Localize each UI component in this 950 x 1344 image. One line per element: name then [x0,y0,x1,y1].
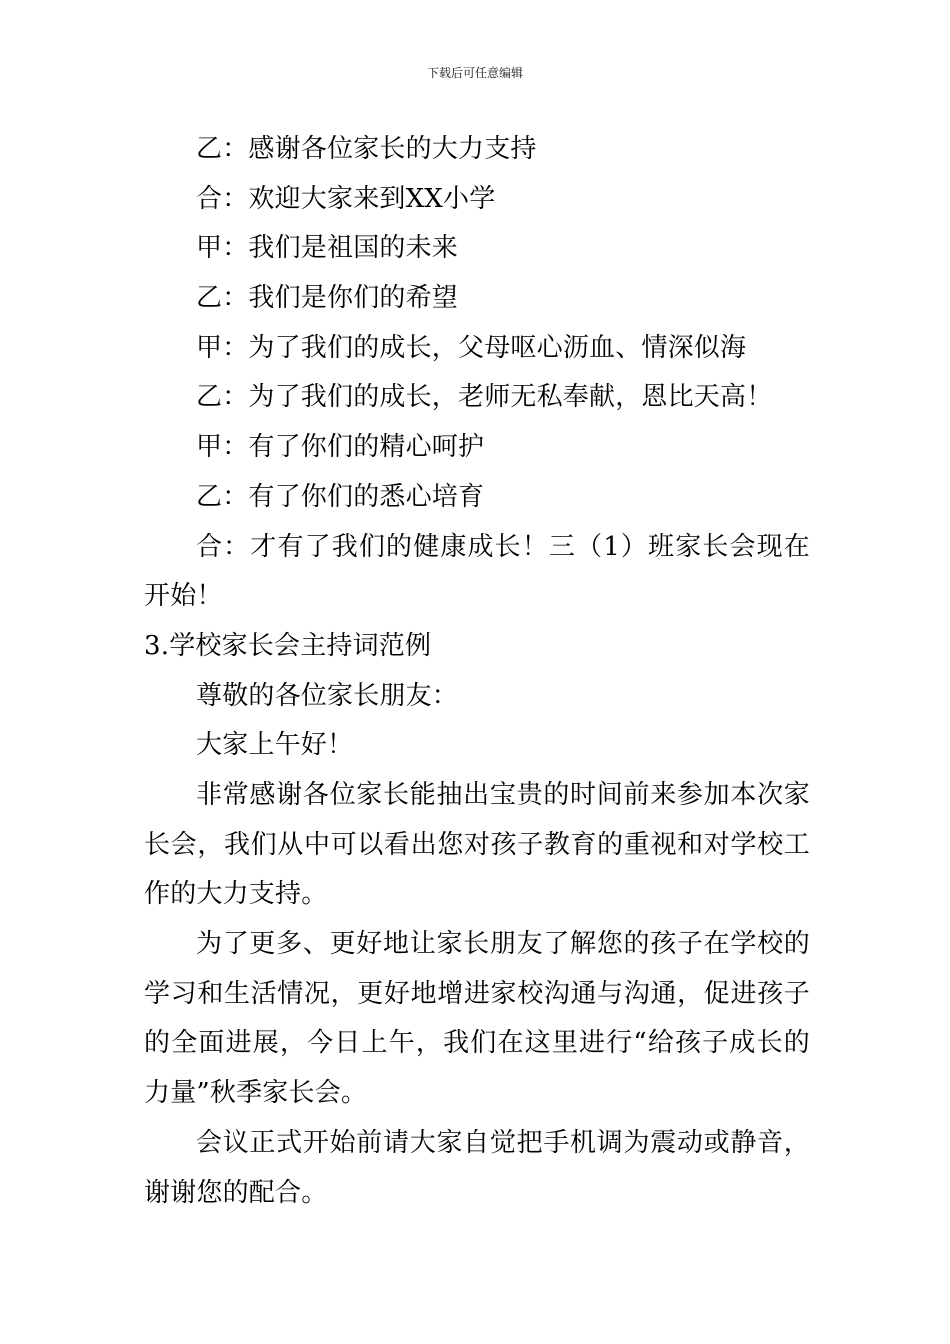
dialogue-line: 乙：感谢各位家长的大力支持 [196,134,537,164]
greeting: 大家上午好！ [196,730,354,761]
dialogue-line: 甲：有了你们的精心呵护 [196,432,485,463]
dialogue-closing: 合：才有了我们的健康成长！三（1）班家长会现在开始！ [144,531,810,612]
salutation: 尊敬的各位家长朋友： [196,680,459,711]
body-paragraph: 非常感谢各位家长能抽出宝贵的时间前来参加本次家长会，我们从中可以看出您对孩子教育的重视和对学校工作的大力支持。 [144,779,810,910]
dialogue-line: 乙：有了你们的悉心培育 [196,481,485,512]
document-body [144,125,810,1218]
section-heading: 3.学校家长会主持词范例 [144,630,432,661]
body-paragraph: 会议正式开始前请大家自觉把手机调为震动或静音，谢谢您的配合。 [144,1127,810,1208]
dialogue-line: 合：欢迎大家来到XX小学 [196,183,496,214]
dialogue-line: 甲：我们是祖国的未来 [196,233,459,264]
dialogue-line: 乙：我们是你们的希望 [196,283,459,314]
header-note: 下载后可任意编辑 [426,66,523,80]
body-paragraph: 为了更多、更好地让家长朋友了解您的孩子在学校的学习和生活情况，更好地增进家校沟通与沟通，促进孩子的全面进展，今日上午，我们在这里进行“给孩子成长的力量”秋季家长会。 [144,929,810,1109]
dialogue-line: 乙：为了我们的成长，老师无私奉献，恩比天高！ [196,382,773,413]
dialogue-line: 甲：为了我们的成长，父母呕心沥血、情深似海 [196,332,747,363]
